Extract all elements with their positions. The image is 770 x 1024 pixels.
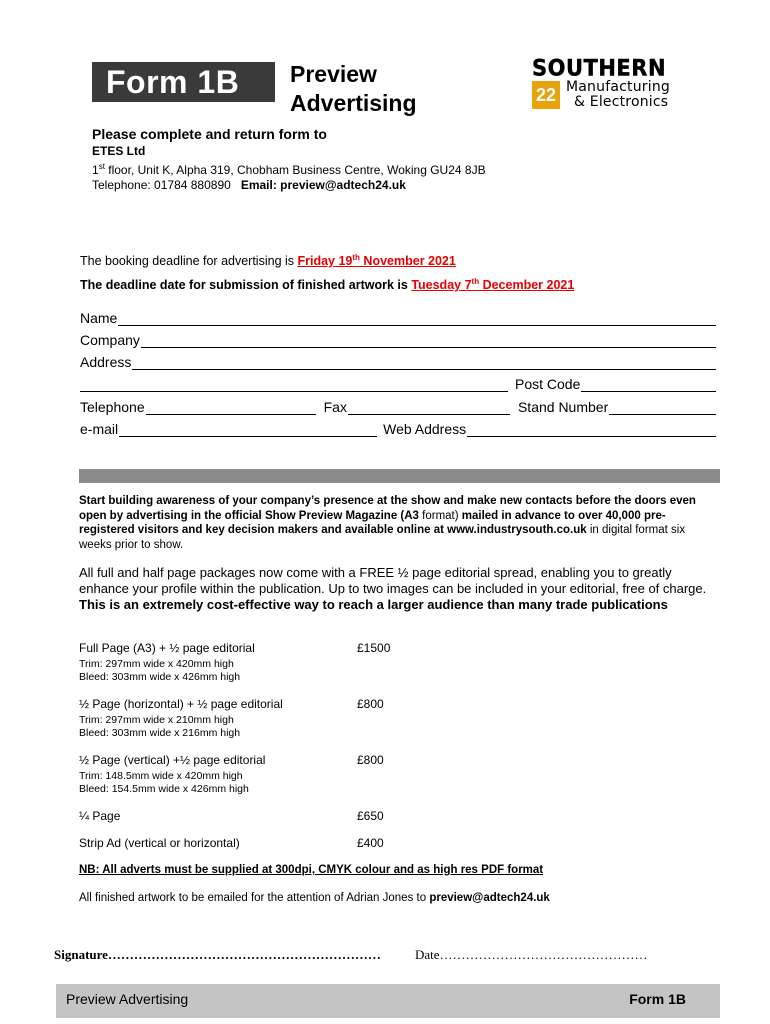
address-row [80, 352, 720, 370]
package-name: Full Page (A3) + ½ page editorial [79, 641, 255, 655]
logo-sub-1: Manufacturing [566, 79, 670, 95]
email-label: e-mail [80, 421, 119, 437]
package-full-page [79, 641, 255, 683]
packages-intro-text: All full and half page packages now come with a FREE ½ page editorial spread, enabling you to greatly enhance your profile within the publication. Up to two images can be included in your editorial, free of charge. [79, 565, 707, 596]
footer-right: Form 1B [629, 991, 686, 1007]
package-bleed: Bleed: 303mm wide x 426mm high [79, 670, 241, 683]
email-field[interactable] [119, 423, 377, 437]
post-code-label: Post Code [515, 376, 581, 392]
artwork-email: preview@adtech24.uk [429, 892, 550, 904]
web-address-label: Web Address [383, 421, 467, 437]
title-line-2: Advertising [290, 90, 417, 116]
stand-number-label: Stand Number [517, 399, 609, 415]
artwork-deadline [80, 277, 574, 292]
email-web-row [80, 419, 720, 437]
packages-intro-bold: This is an extremely cost-effective way to reach a larger audience than many trade publications [79, 597, 668, 612]
package-name: Strip Ad (vertical or horizontal) [79, 836, 240, 850]
intro-part-1: Start building awareness of your company’s presence at the show and make new contacts before the doors even open by advertising in the official Show Preview Magazine (A3 [79, 495, 696, 522]
artwork-date [411, 278, 574, 292]
package-strip-ad [79, 836, 240, 850]
package-price: £800 [357, 697, 384, 711]
package-name: ½ Page (vertical) +½ page editorial [79, 753, 266, 767]
package-quarter-page [79, 809, 120, 823]
signature-field[interactable]: Signature……………………………………………………… [54, 947, 381, 962]
stand-number-field[interactable] [609, 401, 716, 415]
artwork-date-b: December 2021 [479, 278, 575, 293]
intro-part-2: format) [422, 509, 459, 522]
name-field[interactable] [118, 312, 716, 326]
fax-label: Fax [323, 399, 347, 415]
intro-paragraph [79, 494, 719, 552]
package-half-vertical [79, 753, 265, 795]
address-field-2[interactable] [80, 378, 508, 392]
date-field[interactable]: Date………………………………………… [415, 947, 648, 962]
page-title [290, 60, 417, 118]
logo-top-text: SOUTHERN [532, 55, 667, 81]
packages-intro [79, 565, 724, 613]
contact-company: ETES Ltd [92, 144, 146, 158]
booking-date-a: Friday 19 [297, 254, 353, 269]
booking-date-b: November 2021 [359, 254, 456, 269]
package-price: £800 [357, 753, 384, 767]
address-field[interactable] [132, 356, 716, 370]
booking-date [298, 254, 456, 268]
contact-block [92, 127, 486, 193]
package-name: ½ Page (horizontal) + ½ page editorial [79, 697, 283, 711]
footer-bar [56, 984, 720, 1018]
address-rest: floor, Unit K, Alpha 319, Chobham Business Centre, Woking GU24 8JB [104, 163, 486, 177]
web-address-field[interactable] [467, 423, 716, 437]
phone-fax-row [80, 397, 720, 415]
package-price: £650 [357, 809, 384, 823]
company-logo [530, 56, 690, 116]
package-bleed: Bleed: 154.5mm wide x 426mm high [79, 782, 249, 795]
contact-phone: Telephone: 01784 880890 [92, 178, 231, 192]
name-row [80, 308, 720, 326]
contact-heading: Please complete and return form to [92, 126, 327, 142]
nb-note: NB: All adverts must be supplied at 300dpi, CMYK colour and as high res PDF format [79, 864, 544, 876]
package-trim: Trim: 297mm wide x 420mm high [79, 658, 234, 670]
package-price: £1500 [357, 641, 391, 655]
package-trim: Trim: 297mm wide x 210mm high [79, 714, 234, 726]
section-divider [79, 469, 720, 483]
form-badge: Form 1B [92, 62, 275, 102]
company-field[interactable] [141, 334, 716, 348]
artwork-text: The deadline date for submission of finished artwork is [80, 278, 412, 293]
package-trim: Trim: 148.5mm wide x 420mm high [79, 770, 243, 782]
logo-subtitle [566, 80, 670, 110]
artwork-note [79, 892, 550, 904]
contact-email: Email: preview@adtech24.uk [240, 178, 406, 192]
package-price: £400 [357, 836, 384, 850]
telephone-label: Telephone [80, 399, 145, 415]
company-label: Company [80, 332, 140, 348]
title-line-1: Preview [290, 61, 377, 87]
floor-number: 1 [92, 163, 99, 177]
company-row [80, 330, 720, 348]
fax-field[interactable] [348, 401, 510, 415]
address-postcode-row [80, 374, 720, 392]
package-name: ¼ Page [79, 809, 121, 823]
intro-part-3: mailed in advance to over 40,000 pre-registered visitors and key decision makers and available online at www.industrysouth.co.uk [79, 509, 666, 536]
post-code-field[interactable] [581, 378, 716, 392]
intro-part-4: in digital format six weeks prior to show. [79, 524, 686, 551]
telephone-field[interactable] [146, 401, 316, 415]
booking-deadline [80, 253, 456, 268]
address-label: Address [80, 354, 132, 370]
artwork-date-sup: th [471, 277, 480, 286]
contact-phone-line [92, 178, 486, 193]
booking-date-sup: th [352, 253, 360, 262]
artwork-date-a: Tuesday 7 [411, 278, 472, 293]
floor-sup: st [98, 162, 105, 171]
logo-sub-2: & Electronics [574, 94, 669, 110]
booking-text: The booking deadline for advertising is [80, 254, 298, 269]
footer-left: Preview Advertising [66, 991, 189, 1007]
name-label: Name [80, 310, 118, 326]
contact-address [92, 159, 486, 178]
logo-number-box: 22 [532, 81, 560, 109]
artwork-note-text: All finished artwork to be emailed for the attention of Adrian Jones to [79, 892, 430, 904]
package-bleed: Bleed: 303mm wide x 216mm high [79, 726, 241, 739]
package-half-horizontal [79, 697, 283, 739]
